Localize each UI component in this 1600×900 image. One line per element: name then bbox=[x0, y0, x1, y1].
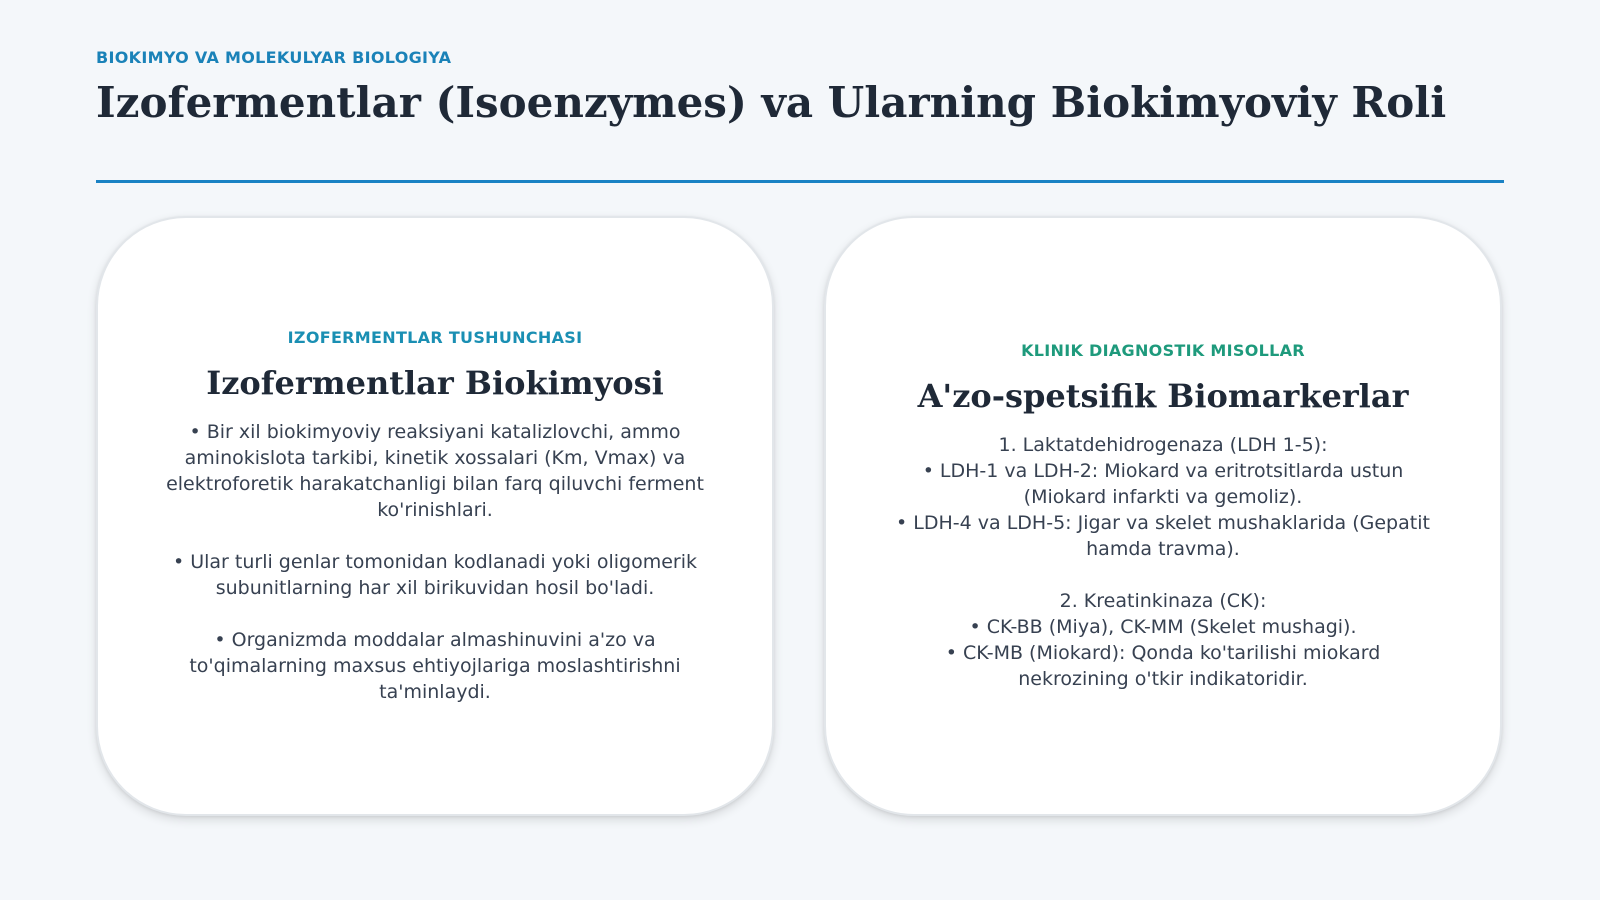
slide-title: Izofermentlar (Isoenzymes) va Ularning Biokimyoviy Roli bbox=[96, 78, 1447, 127]
concept-card-title: Izofermentlar Biokimyosi bbox=[206, 364, 664, 402]
clinical-card bbox=[824, 216, 1502, 816]
concept-paragraph: • Bir xil biokimyoviy reaksiyani katalizlovchi, ammo aminokislota tarkibi, kinetik xossalari (Km, Vmax) va elektroforetik harakatchanligi bilan farq qiluvchi ferment ko'rinishlari. bbox=[166, 421, 704, 521]
ck-item: • CK-MB (Miokard): Qonda ko'tarilishi miokard nekrozining o'tkir indikatoridir. bbox=[945, 642, 1381, 690]
concept-paragraph: • Ular turli genlar tomonidan kodlanadi yoki oligomerik subunitlarning har xil birikuvidan hosil bo'ladi. bbox=[172, 551, 698, 599]
ldh-item: • LDH-4 va LDH-5: Jigar va skelet mushaklarida (Gepatit hamda travma). bbox=[896, 512, 1430, 560]
concept-paragraph: • Organizmda moddalar almashinuvini a'zo va to'qimalarning maxsus ehtiyojlariga moslashtirishni ta'minlaydi. bbox=[189, 629, 681, 703]
concept-card-body bbox=[165, 419, 705, 705]
slide-header bbox=[96, 47, 1504, 129]
clinical-card-title: A'zo-spetsifik Biomarkerlar bbox=[917, 377, 1409, 415]
ldh-item: • LDH-1 va LDH-2: Miokard va eritrotsitlarda ustun (Miokard infarkti va gemoliz). bbox=[922, 460, 1404, 508]
paragraph-gap bbox=[165, 601, 705, 627]
header-divider bbox=[96, 180, 1504, 183]
paragraph-gap bbox=[165, 523, 705, 549]
slide-eyebrow: BIOKIMYO VA MOLEKULYAR BIOLOGIYA bbox=[96, 48, 452, 67]
ldh-heading: 1. Laktatdehidrogenaza (LDH 1-5): bbox=[998, 434, 1328, 456]
concept-card-eyebrow: IZOFERMENTLAR TUSHUNCHASI bbox=[287, 328, 583, 347]
concept-card bbox=[96, 216, 774, 816]
clinical-card-body bbox=[893, 432, 1433, 692]
paragraph-gap bbox=[893, 562, 1433, 588]
ck-item: • CK-BB (Miya), CK-MM (Skelet mushagi). bbox=[969, 616, 1357, 638]
clinical-card-eyebrow: KLINIK DIAGNOSTIK MISOLLAR bbox=[1021, 341, 1305, 360]
ck-heading: 2. Kreatinkinaza (CK): bbox=[1059, 590, 1267, 612]
